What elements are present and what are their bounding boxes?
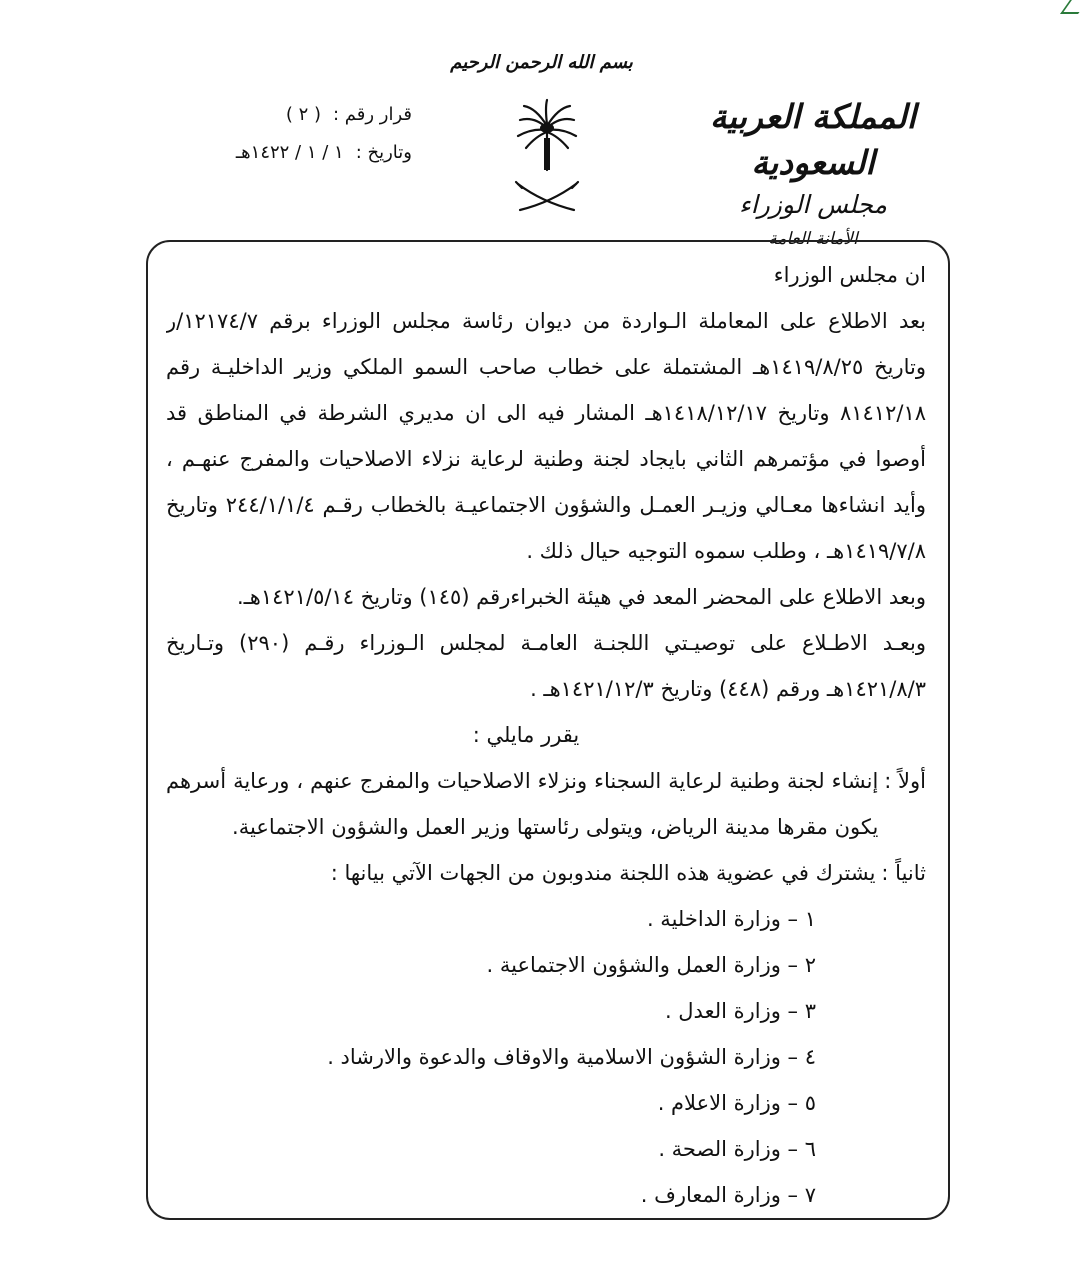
paragraph-1: بعد الاطلاع على المعاملة الـواردة من ديوان رئاسة مجلس الوزراء برقم ١٢١٧٤/٧/ر وتاريخ ١٤١٩/٨/٢٥هـ المشتملة على خطاب صاحب السمو الملكي وزير الداخليـة رقم ٨١٤١٢/١٨ وتاريخ ١٤١٨/١٢/١٧هـ المشار فيه الى ان مديري الشرطة في المناطق قد أوصوا في مؤتمرهم الثاني بايجاد لجنة وطنية لرعاية نزلاء الاصلاحيات والمفرج عنهـم ، وأيد انشاءها معـالي وزيـر العمـل والشؤون الاجتماعيـة بالخطاب رقـم ٢٤٤/١/١/٤ وتاريخ ١٤١٩/٧/٨هـ ، وطلب سموه التوجيه حيال ذلك . <box>166 309 926 563</box>
decision-number: ( ٢ ) <box>285 104 321 125</box>
corner-mark <box>1060 0 1083 14</box>
palm-swords-emblem-icon <box>512 98 582 218</box>
list-item: ٦ – وزارة الصحة . <box>658 1137 816 1161</box>
decision-meta <box>172 96 412 172</box>
opening-line: ان مجلس الوزراء <box>773 263 926 287</box>
decision-date-label: وتاريخ : <box>355 142 412 163</box>
list-item: ٧ – وزارة المعارف . <box>640 1183 816 1207</box>
list-item: ٤ – وزارة الشؤون الاسلامية والاوقاف والدعوة والارشاد . <box>327 1045 816 1069</box>
clause-second-text: يشترك في عضوية هذه اللجنة مندوبون من الجهات الآتي بيانها : <box>330 861 876 885</box>
secretariat-title: الأمانة العامة <box>768 229 858 249</box>
member-list <box>166 896 926 1212</box>
letterhead <box>663 94 963 254</box>
paragraph-2: وبعد الاطلاع على المحضر المعد في هيئة الخبراءرقم (١٤٥) وتاريخ ١٤٢١/٥/١٤هـ. <box>236 585 926 609</box>
clause-first-label: أولاً : <box>884 769 926 793</box>
clause-first-text: إنشاء لجنة وطنية لرعاية السجناء ونزلاء الاصلاحيات والمفرج عنهم ، ورعاية أسرهم يكون مقرها مدينة الرياض، ويتولى رئاستها وزير العمل والشؤون الاجتماعية. <box>166 769 879 839</box>
list-item: ٣ – وزارة العدل . <box>664 999 816 1023</box>
clause-second-label: ثانياً : <box>881 861 926 885</box>
list-item: ٢ – وزارة العمل والشؤون الاجتماعية . <box>486 953 816 977</box>
clause-first <box>166 758 926 850</box>
kingdom-title: المملكة العربية السعودية <box>710 97 916 182</box>
list-item: ١ – وزارة الداخلية . <box>646 907 816 931</box>
council-title: مجلس الوزراء <box>739 190 887 219</box>
decision-date: ١ / ١ / ١٤٢٢هـ <box>235 142 344 163</box>
decision-number-label: قرار رقم : <box>332 104 412 125</box>
paragraph-3: وبعـد الاطـلاع على توصيـتي اللجنـة العامـة لمجلس الـوزراء رقـم (٢٩٠) وتـاريخ ١٤٢١/٨/٣هـ ورقم (٤٤٨) وتاريخ ١٤٢١/١٢/٣هـ . <box>166 631 926 701</box>
decides-line: يقرر مايلي : <box>472 723 580 747</box>
clause-second <box>166 850 926 896</box>
decision-body <box>166 252 926 1212</box>
list-item: ٥ – وزارة الاعلام . <box>657 1091 816 1115</box>
basmala: بسم الله الرحمن الرحيم <box>450 52 633 73</box>
